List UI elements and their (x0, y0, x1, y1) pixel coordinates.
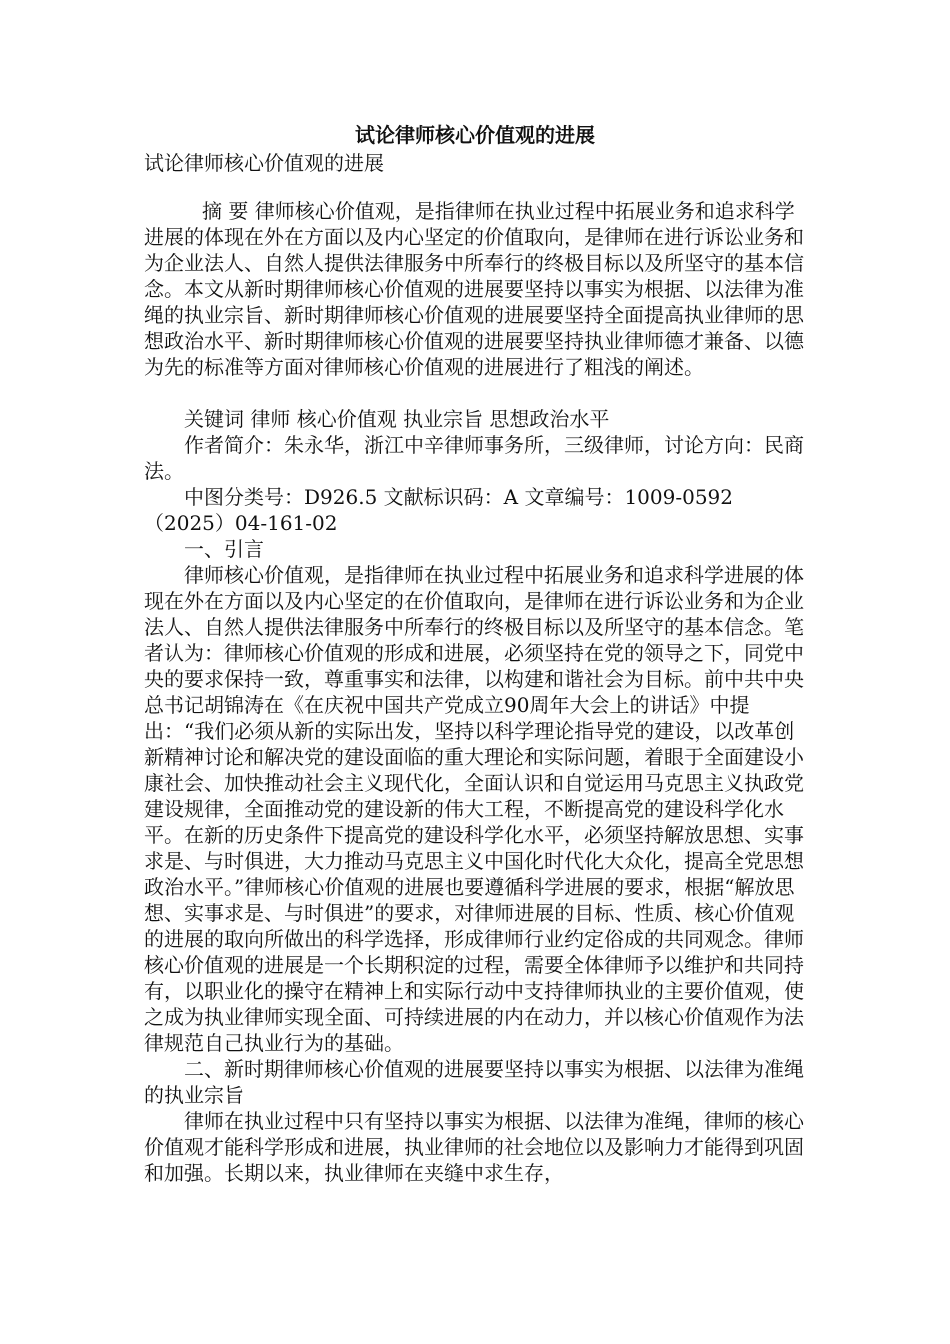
classification-line: 中图分类号：D926.5 文献标识码：A 文章编号：1009-0592（2025）04-161-02 (144, 485, 734, 535)
document-subtitle: 试论律师核心价值观的进展 (144, 151, 384, 175)
section-2-paragraph: 律师在执业过程中只有坚持以事实为根据、以法律为准绳，律师的核心价值观才能科学形成和进展，执业律师的社会地位以及影响力才能得到巩固和加强。长期以来，执业律师在夹缝中求生存， (144, 1109, 804, 1185)
section-1-heading: 一、引言 (184, 537, 264, 561)
abstract-paragraph: 摘 要 律师核心价值观，是指律师在执业过程中拓展业务和追求科学进展的体现在外在方面以及内心坚定的价值取向，是律师在进行诉讼业务和为企业法人、自然人提供法律服务中所奉行的终极目标以及所坚守的基本信念。本文从新时期律师核心价值观的进展要坚持以事实为根据、以法律为准绳的执业宗旨、新时期律师核心价值观的进展要坚持全面提高执业律师的思想政治水平、新时期律师核心价值观的进展要坚持执业律师德才兼备、以德为先的标准等方面对律师核心价值观的进展进行了粗浅的阐述。 (144, 199, 804, 379)
document-body (144, 198, 804, 1186)
author-line: 作者简介：朱永华，浙江中辛律师事务所，三级律师，讨论方向：民商法。 (144, 433, 804, 483)
keywords-line: 关键词 律师 核心价值观 执业宗旨 思想政治水平 (184, 407, 610, 431)
document-title: 试论律师核心价值观的进展 (355, 123, 595, 147)
section-1-paragraph: 律师核心价值观，是指律师在执业过程中拓展业务和追求科学进展的体现在外在方面以及内心坚定的在价值取向，是律师在进行诉讼业务和为企业法人、自然人提供法律服务中所奉行的终极目标以及所坚守的基本信念。笔者认为：律师核心价值观的形成和进展，必须坚持在党的领导之下，同党中央的要求保持一致，尊重事实和法律，以构建和谐社会为目标。前中共中央总书记胡锦涛在《在庆祝中国共产党成立90周年大会上的讲话》中提出：“我们必须从新的实际出发，坚持以科学理论指导党的建设，以改革创新精神讨论和解决党的建设面临的重大理论和实际问题，着眼于全面建设小康社会、加快推动社会主义现代化，全面认识和自觉运用马克思主义执政党建设规律，全面推动党的建设新的伟大工程，不断提高党的建设科学化水平。在新的历史条件下提高党的建设科学化水平，必须坚持解放思想、实事求是、与时俱进，大力推动马克思主义中国化时代化大众化，提高全党思想政治水平。”律师核心价值观的进展也要遵循科学进展的要求，根据“解放思想、实事求是、与时俱进”的要求，对律师进展的目标、性质、核心价值观的进展的取向所做出的科学选择，形成律师行业约定俗成的共同观念。律师核心价值观的进展是一个长期积淀的过程，需要全体律师予以维护和共同持有，以职业化的操守在精神上和实际行动中支持律师执业的主要价值观，使之成为执业律师实现全面、可持续进展的内在动力，并以核心价值观作为法律规范自己执业行为的基础。 (144, 563, 804, 1055)
section-2-heading: 二、新时期律师核心价值观的进展要坚持以事实为根据、以法律为准绳的执业宗旨 (144, 1057, 804, 1107)
